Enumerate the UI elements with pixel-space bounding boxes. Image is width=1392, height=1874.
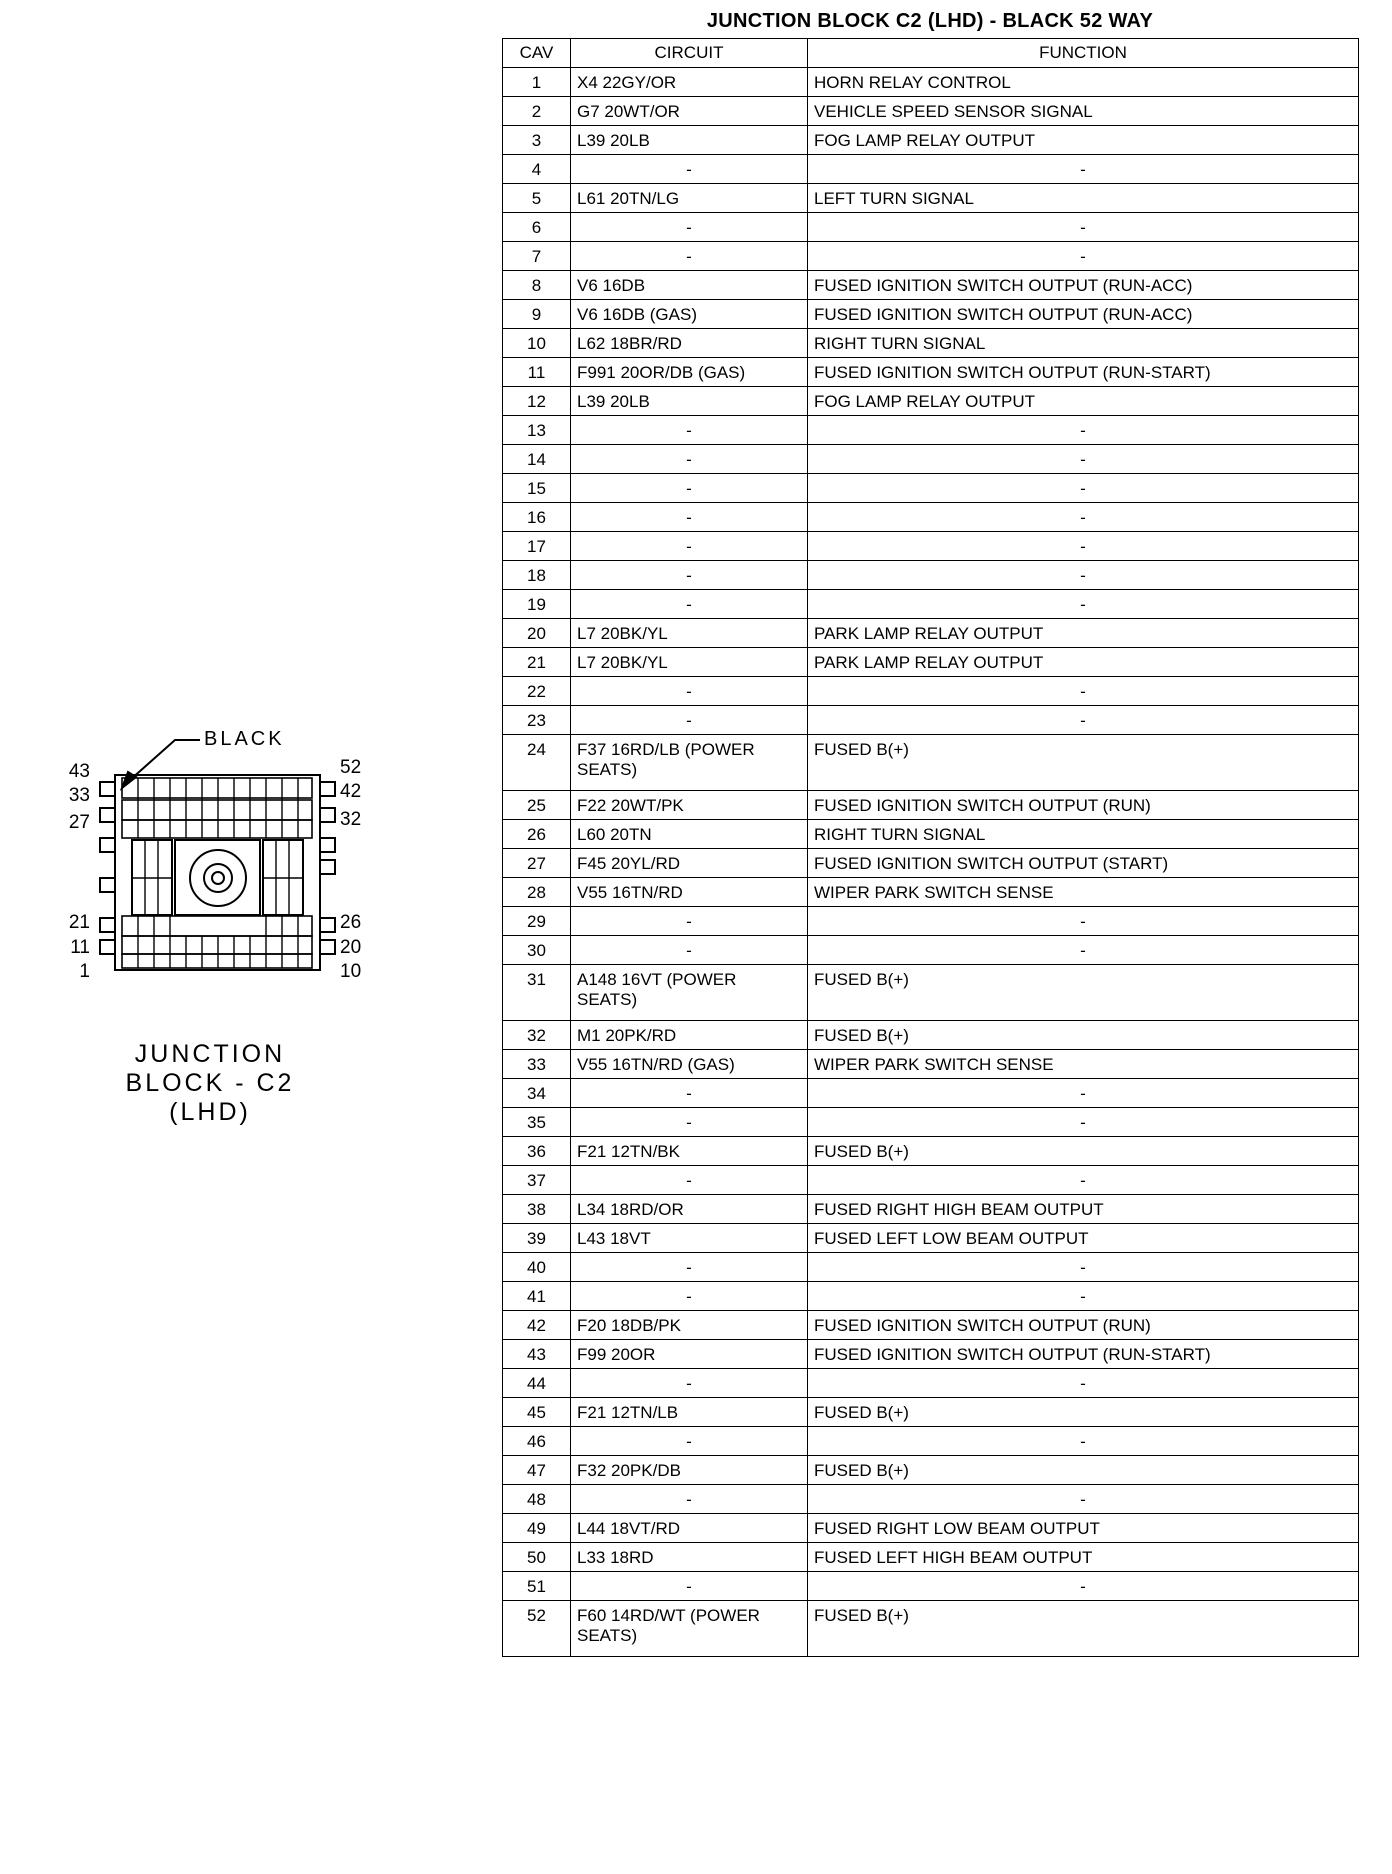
- cell-cav: 17: [503, 532, 571, 561]
- cell-cav: 22: [503, 677, 571, 706]
- cell-circuit: L60 20TN: [571, 820, 808, 849]
- header-cav: CAV: [503, 39, 571, 68]
- cell-function: -: [808, 590, 1359, 619]
- cell-function: -: [808, 936, 1359, 965]
- cell-circuit: L43 18VT: [571, 1224, 808, 1253]
- cell-cav: 44: [503, 1369, 571, 1398]
- cell-circuit: -: [571, 1253, 808, 1282]
- pin-label-right: 42: [340, 781, 362, 802]
- cell-function: FUSED LEFT LOW BEAM OUTPUT: [808, 1224, 1359, 1253]
- cell-function: FUSED RIGHT LOW BEAM OUTPUT: [808, 1514, 1359, 1543]
- cell-function: -: [808, 1253, 1359, 1282]
- cell-cav: 15: [503, 474, 571, 503]
- cell-function: PARK LAMP RELAY OUTPUT: [808, 619, 1359, 648]
- table-row: [503, 184, 1359, 213]
- cell-circuit: F22 20WT/PK: [571, 791, 808, 820]
- cell-circuit: -: [571, 907, 808, 936]
- table-row: [503, 706, 1359, 735]
- cell-cav: 39: [503, 1224, 571, 1253]
- cell-function: FOG LAMP RELAY OUTPUT: [808, 126, 1359, 155]
- caption-line: BLOCK - C2: [125, 1069, 295, 1097]
- pin-label-left: 11: [70, 937, 90, 958]
- cell-cav: 43: [503, 1340, 571, 1369]
- cell-circuit: -: [571, 561, 808, 590]
- cell-circuit: F991 20OR/DB (GAS): [571, 358, 808, 387]
- cell-function: FUSED B(+): [808, 1601, 1359, 1657]
- diagram-caption: [100, 1040, 320, 1127]
- cell-function: -: [808, 1166, 1359, 1195]
- cell-function: PARK LAMP RELAY OUTPUT: [808, 648, 1359, 677]
- cell-cav: 35: [503, 1108, 571, 1137]
- table-row: [503, 358, 1359, 387]
- cell-function: FUSED RIGHT HIGH BEAM OUTPUT: [808, 1195, 1359, 1224]
- table-row: [503, 445, 1359, 474]
- cell-cav: 11: [503, 358, 571, 387]
- cell-circuit: -: [571, 503, 808, 532]
- table-row: [503, 1050, 1359, 1079]
- table-row: [503, 735, 1359, 791]
- table-row: [503, 1340, 1359, 1369]
- cell-cav: 6: [503, 213, 571, 242]
- table-header-row: [503, 39, 1359, 68]
- cell-cav: 12: [503, 387, 571, 416]
- table-row: [503, 387, 1359, 416]
- cell-cav: 9: [503, 300, 571, 329]
- cell-cav: 51: [503, 1572, 571, 1601]
- table-row: [503, 213, 1359, 242]
- cell-cav: 4: [503, 155, 571, 184]
- cell-function: -: [808, 1572, 1359, 1601]
- table-row: [503, 1456, 1359, 1485]
- cell-circuit: -: [571, 936, 808, 965]
- cell-circuit: F32 20PK/DB: [571, 1456, 808, 1485]
- cell-cav: 10: [503, 329, 571, 358]
- cell-cav: 7: [503, 242, 571, 271]
- cell-function: FUSED IGNITION SWITCH OUTPUT (RUN): [808, 791, 1359, 820]
- cell-cav: 33: [503, 1050, 571, 1079]
- table-row: [503, 677, 1359, 706]
- table-row: [503, 242, 1359, 271]
- cell-circuit: V55 16TN/RD: [571, 878, 808, 907]
- cell-circuit: -: [571, 1166, 808, 1195]
- pin-label-left: 21: [68, 912, 90, 933]
- cell-cav: 31: [503, 965, 571, 1021]
- cell-cav: 24: [503, 735, 571, 791]
- cell-circuit: -: [571, 474, 808, 503]
- cell-cav: 19: [503, 590, 571, 619]
- caption-line: (LHD): [169, 1098, 251, 1126]
- table-row: [503, 300, 1359, 329]
- caption-line: JUNCTION: [134, 1040, 286, 1068]
- cell-function: RIGHT TURN SIGNAL: [808, 329, 1359, 358]
- cell-circuit: V6 16DB: [571, 271, 808, 300]
- cell-circuit: M1 20PK/RD: [571, 1021, 808, 1050]
- cell-function: FUSED IGNITION SWITCH OUTPUT (RUN-ACC): [808, 271, 1359, 300]
- cell-circuit: F21 12TN/BK: [571, 1137, 808, 1166]
- cell-circuit: -: [571, 677, 808, 706]
- table-row: [503, 1253, 1359, 1282]
- cell-cav: 47: [503, 1456, 571, 1485]
- cell-circuit: -: [571, 1572, 808, 1601]
- table-row: [503, 965, 1359, 1021]
- cell-cav: 16: [503, 503, 571, 532]
- table-row: [503, 1108, 1359, 1137]
- cell-circuit: F45 20YL/RD: [571, 849, 808, 878]
- callout-label: BLACK: [204, 728, 285, 750]
- connector-drawing: [40, 720, 380, 1020]
- table-row: [503, 820, 1359, 849]
- cell-circuit: L33 18RD: [571, 1543, 808, 1572]
- cell-circuit: L44 18VT/RD: [571, 1514, 808, 1543]
- cell-cav: 18: [503, 561, 571, 590]
- table-row: [503, 590, 1359, 619]
- cell-cav: 23: [503, 706, 571, 735]
- cell-circuit: -: [571, 1485, 808, 1514]
- table-row: [503, 68, 1359, 97]
- cell-cav: 48: [503, 1485, 571, 1514]
- cell-function: LEFT TURN SIGNAL: [808, 184, 1359, 213]
- cell-circuit: -: [571, 532, 808, 561]
- table-row: [503, 936, 1359, 965]
- cell-cav: 41: [503, 1282, 571, 1311]
- cell-function: -: [808, 1079, 1359, 1108]
- cell-circuit: F21 12TN/LB: [571, 1398, 808, 1427]
- cell-cav: 45: [503, 1398, 571, 1427]
- cell-function: FOG LAMP RELAY OUTPUT: [808, 387, 1359, 416]
- cell-function: FUSED B(+): [808, 1137, 1359, 1166]
- cell-circuit: X4 22GY/OR: [571, 68, 808, 97]
- cell-function: -: [808, 532, 1359, 561]
- cell-cav: 40: [503, 1253, 571, 1282]
- cell-cav: 36: [503, 1137, 571, 1166]
- cell-function: HORN RELAY CONTROL: [808, 68, 1359, 97]
- cell-function: FUSED B(+): [808, 1021, 1359, 1050]
- cell-cav: 46: [503, 1427, 571, 1456]
- table-row: [503, 1601, 1359, 1657]
- table-row: [503, 1514, 1359, 1543]
- cell-cav: 38: [503, 1195, 571, 1224]
- table-row: [503, 1427, 1359, 1456]
- cell-function: FUSED IGNITION SWITCH OUTPUT (RUN-ACC): [808, 300, 1359, 329]
- cell-cav: 2: [503, 97, 571, 126]
- table-row: [503, 561, 1359, 590]
- cell-function: -: [808, 677, 1359, 706]
- cell-circuit: -: [571, 416, 808, 445]
- table-row: [503, 1079, 1359, 1108]
- cell-function: -: [808, 1282, 1359, 1311]
- cell-cav: 37: [503, 1166, 571, 1195]
- table-row: [503, 791, 1359, 820]
- cell-function: FUSED IGNITION SWITCH OUTPUT (RUN-START): [808, 358, 1359, 387]
- cell-function: FUSED IGNITION SWITCH OUTPUT (START): [808, 849, 1359, 878]
- cell-function: -: [808, 1369, 1359, 1398]
- table-row: [503, 1543, 1359, 1572]
- cell-function: FUSED B(+): [808, 1456, 1359, 1485]
- table-row: [503, 126, 1359, 155]
- cell-circuit: -: [571, 706, 808, 735]
- table-row: [503, 648, 1359, 677]
- cell-function: -: [808, 1485, 1359, 1514]
- cell-cav: 29: [503, 907, 571, 936]
- table-row: [503, 1282, 1359, 1311]
- cell-function: -: [808, 503, 1359, 532]
- cell-circuit: -: [571, 1108, 808, 1137]
- header-circuit: CIRCUIT: [571, 39, 808, 68]
- cell-function: -: [808, 706, 1359, 735]
- table-row: [503, 1369, 1359, 1398]
- table-title: JUNCTION BLOCK C2 (LHD) - BLACK 52 WAY: [706, 10, 1154, 32]
- table-row: [503, 1485, 1359, 1514]
- cell-cav: 1: [503, 68, 571, 97]
- table-row: [503, 271, 1359, 300]
- table-row: [503, 849, 1359, 878]
- cell-cav: 5: [503, 184, 571, 213]
- cell-cav: 20: [503, 619, 571, 648]
- table-row: [503, 1572, 1359, 1601]
- table-row: [503, 1311, 1359, 1340]
- cell-cav: 42: [503, 1311, 571, 1340]
- header-function: FUNCTION: [808, 39, 1359, 68]
- cell-circuit: F37 16RD/LB (POWER SEATS): [571, 735, 808, 791]
- pin-label-right: 32: [340, 809, 362, 830]
- table-row: [503, 474, 1359, 503]
- cell-function: FUSED B(+): [808, 735, 1359, 791]
- cell-circuit: L7 20BK/YL: [571, 648, 808, 677]
- cell-cav: 21: [503, 648, 571, 677]
- table-row: [503, 1021, 1359, 1050]
- cell-circuit: V6 16DB (GAS): [571, 300, 808, 329]
- table-row: [503, 503, 1359, 532]
- table-row: [503, 532, 1359, 561]
- table-row: [503, 1166, 1359, 1195]
- pin-label-left: 33: [68, 785, 90, 806]
- cell-cav: 52: [503, 1601, 571, 1657]
- pin-label-left: 27: [68, 812, 90, 833]
- cell-function: WIPER PARK SWITCH SENSE: [808, 1050, 1359, 1079]
- cell-cav: 50: [503, 1543, 571, 1572]
- cell-circuit: L34 18RD/OR: [571, 1195, 808, 1224]
- cell-function: VEHICLE SPEED SENSOR SIGNAL: [808, 97, 1359, 126]
- cell-function: -: [808, 561, 1359, 590]
- table-row: [503, 1137, 1359, 1166]
- cell-circuit: -: [571, 445, 808, 474]
- cell-circuit: F20 18DB/PK: [571, 1311, 808, 1340]
- pin-label-right: 52: [340, 757, 362, 778]
- cell-cav: 8: [503, 271, 571, 300]
- pin-label-right: 10: [340, 961, 362, 982]
- cell-function: -: [808, 1427, 1359, 1456]
- cell-function: -: [808, 242, 1359, 271]
- cell-function: FUSED B(+): [808, 965, 1359, 1021]
- cell-circuit: L39 20LB: [571, 387, 808, 416]
- cell-cav: 14: [503, 445, 571, 474]
- cell-function: -: [808, 1108, 1359, 1137]
- cell-function: RIGHT TURN SIGNAL: [808, 820, 1359, 849]
- table-row: [503, 155, 1359, 184]
- pinout-table: [502, 38, 1359, 1657]
- cell-function: -: [808, 416, 1359, 445]
- cell-circuit: L61 20TN/LG: [571, 184, 808, 213]
- cell-circuit: V55 16TN/RD (GAS): [571, 1050, 808, 1079]
- cell-function: -: [808, 213, 1359, 242]
- pin-label-left: 43: [68, 761, 90, 782]
- cell-cav: 34: [503, 1079, 571, 1108]
- pin-label-right: 20: [340, 937, 362, 958]
- cell-function: -: [808, 474, 1359, 503]
- table-row: [503, 97, 1359, 126]
- table-row: [503, 878, 1359, 907]
- cell-circuit: -: [571, 590, 808, 619]
- cell-cav: 26: [503, 820, 571, 849]
- cell-circuit: -: [571, 1427, 808, 1456]
- pin-label-right: 26: [340, 912, 362, 933]
- cell-circuit: -: [571, 242, 808, 271]
- cell-cav: 27: [503, 849, 571, 878]
- cell-cav: 28: [503, 878, 571, 907]
- cell-function: FUSED LEFT HIGH BEAM OUTPUT: [808, 1543, 1359, 1572]
- cell-function: FUSED IGNITION SWITCH OUTPUT (RUN-START): [808, 1340, 1359, 1369]
- cell-function: WIPER PARK SWITCH SENSE: [808, 878, 1359, 907]
- cell-function: -: [808, 155, 1359, 184]
- cell-circuit: -: [571, 1282, 808, 1311]
- cell-circuit: F60 14RD/WT (POWER SEATS): [571, 1601, 808, 1657]
- cell-circuit: -: [571, 1079, 808, 1108]
- cell-circuit: -: [571, 155, 808, 184]
- cell-circuit: L39 20LB: [571, 126, 808, 155]
- cell-circuit: L7 20BK/YL: [571, 619, 808, 648]
- cell-circuit: -: [571, 213, 808, 242]
- cell-cav: 30: [503, 936, 571, 965]
- cell-function: -: [808, 445, 1359, 474]
- cell-cav: 49: [503, 1514, 571, 1543]
- cell-circuit: L62 18BR/RD: [571, 329, 808, 358]
- table-row: [503, 907, 1359, 936]
- cell-function: FUSED IGNITION SWITCH OUTPUT (RUN): [808, 1311, 1359, 1340]
- table-row: [503, 416, 1359, 445]
- connector-diagram: [40, 720, 380, 1140]
- table-row: [503, 1195, 1359, 1224]
- table-row: [503, 619, 1359, 648]
- cell-function: FUSED B(+): [808, 1398, 1359, 1427]
- cell-cav: 32: [503, 1021, 571, 1050]
- cell-function: -: [808, 907, 1359, 936]
- cell-circuit: G7 20WT/OR: [571, 97, 808, 126]
- table-row: [503, 329, 1359, 358]
- cell-cav: 13: [503, 416, 571, 445]
- cell-circuit: -: [571, 1369, 808, 1398]
- table-row: [503, 1224, 1359, 1253]
- cell-cav: 3: [503, 126, 571, 155]
- cell-circuit: A148 16VT (POWER SEATS): [571, 965, 808, 1021]
- cell-circuit: F99 20OR: [571, 1340, 808, 1369]
- pin-label-left: 1: [79, 961, 90, 982]
- cell-cav: 25: [503, 791, 571, 820]
- table-row: [503, 1398, 1359, 1427]
